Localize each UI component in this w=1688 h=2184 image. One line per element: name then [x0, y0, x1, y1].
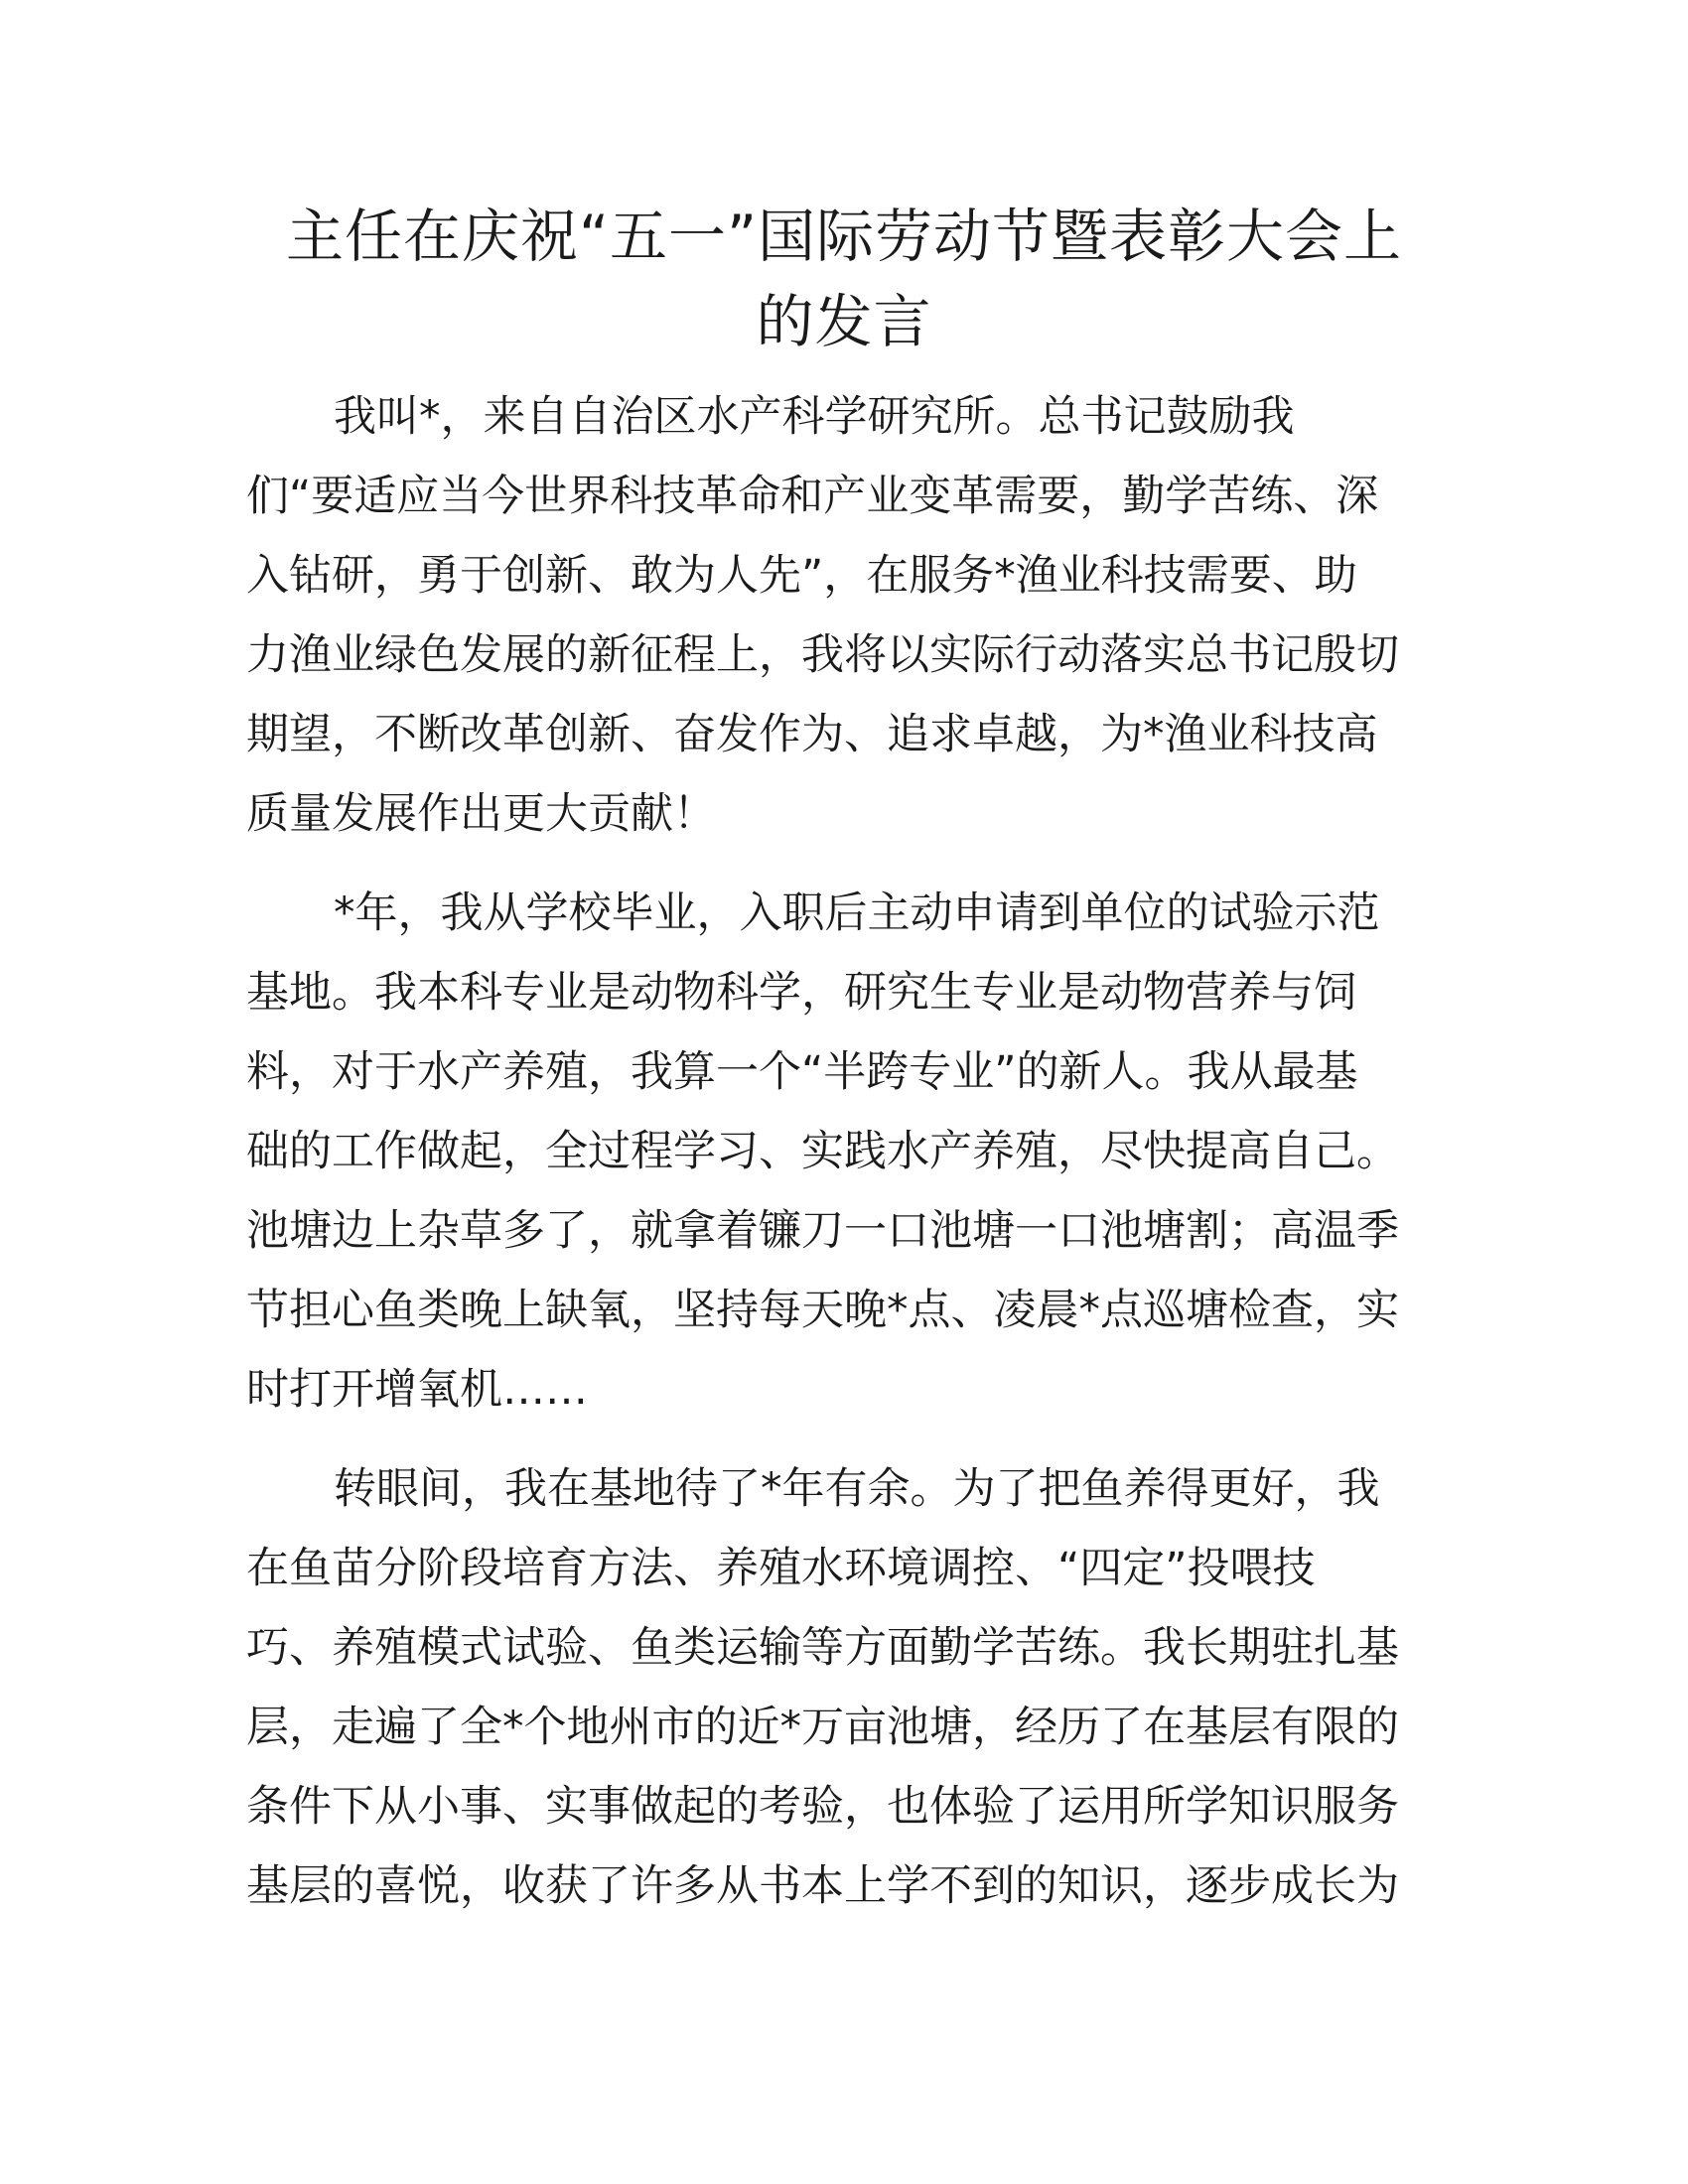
paragraph-line: 们“要适应当今世界科技革命和产业变革需要，勤学苦练、深 [246, 472, 1379, 521]
paragraph-line: 条件下从小事、实事做起的考验，也体验了运用所学知识服务 [246, 1782, 1399, 1832]
paragraph-line: 时打开增氧机…… [246, 1365, 588, 1415]
paragraph-line: 层，走遍了全*个地州市的近*万亩池塘，经历了在基层有限的 [246, 1703, 1399, 1752]
paragraph-line: 在鱼苗分阶段培育方法、养殖水环境调控、“四定”投喂技 [246, 1544, 1316, 1593]
paragraph-line: 期望，不断改革创新、奋发作为、追求卓越，为*渔业科技高 [246, 710, 1378, 759]
paragraph-1 [246, 377, 1443, 854]
paragraph-line: 料，对于水产养殖，我算一个“半跨专业”的新人。我从最基 [246, 1047, 1358, 1097]
paragraph-line: 基层的喜悦，收获了许多从书本上学不到的知识，逐步成长为 [246, 1861, 1399, 1911]
paragraph-line: 池塘边上杂草多了，就拿着镰刀一口池塘一口池塘割；高温季 [246, 1206, 1399, 1256]
document-title [238, 194, 1450, 364]
paragraph-line: 节担心鱼类晚上缺氧，坚持每天晚*点、凌晨*点巡塘检查，实 [246, 1286, 1399, 1335]
document-body [246, 377, 1443, 1946]
paragraph-line: 力渔业绿色发展的新征程上，我将以实际行动落实总书记殷切 [246, 630, 1399, 680]
title-line-1: 主任在庆祝“五一”国际劳动节暨表彰大会上 [285, 203, 1403, 270]
paragraph-line: 巧、养殖模式试验、鱼类运输等方面勤学苦练。我长期驻扎基 [246, 1623, 1399, 1673]
paragraph-2 [246, 874, 1443, 1430]
paragraph-line: *年，我从学校毕业，入职后主动申请到单位的试验示范 [334, 888, 1380, 938]
paragraph-line: 入钻研，勇于创新、敢为人先”，在服务*渔业科技需要、助 [246, 551, 1357, 601]
paragraph-3 [246, 1449, 1443, 1926]
paragraph-line: 础的工作做起，全过程学习、实践水产养殖，尽快提高自己。 [246, 1127, 1399, 1176]
paragraph-line: 质量发展作出更大贡献！ [246, 789, 716, 839]
title-line-2: 的发言 [756, 288, 932, 355]
paragraph-line: 基地。我本科专业是动物科学，研究生专业是动物营养与饲 [246, 968, 1356, 1018]
paragraph-line: 转眼间，我在基地待了*年有余。为了把鱼养得更好，我 [334, 1464, 1380, 1514]
paragraph-line: 我叫*，来自自治区水产科学研究所。总书记鼓励我 [334, 392, 1295, 442]
